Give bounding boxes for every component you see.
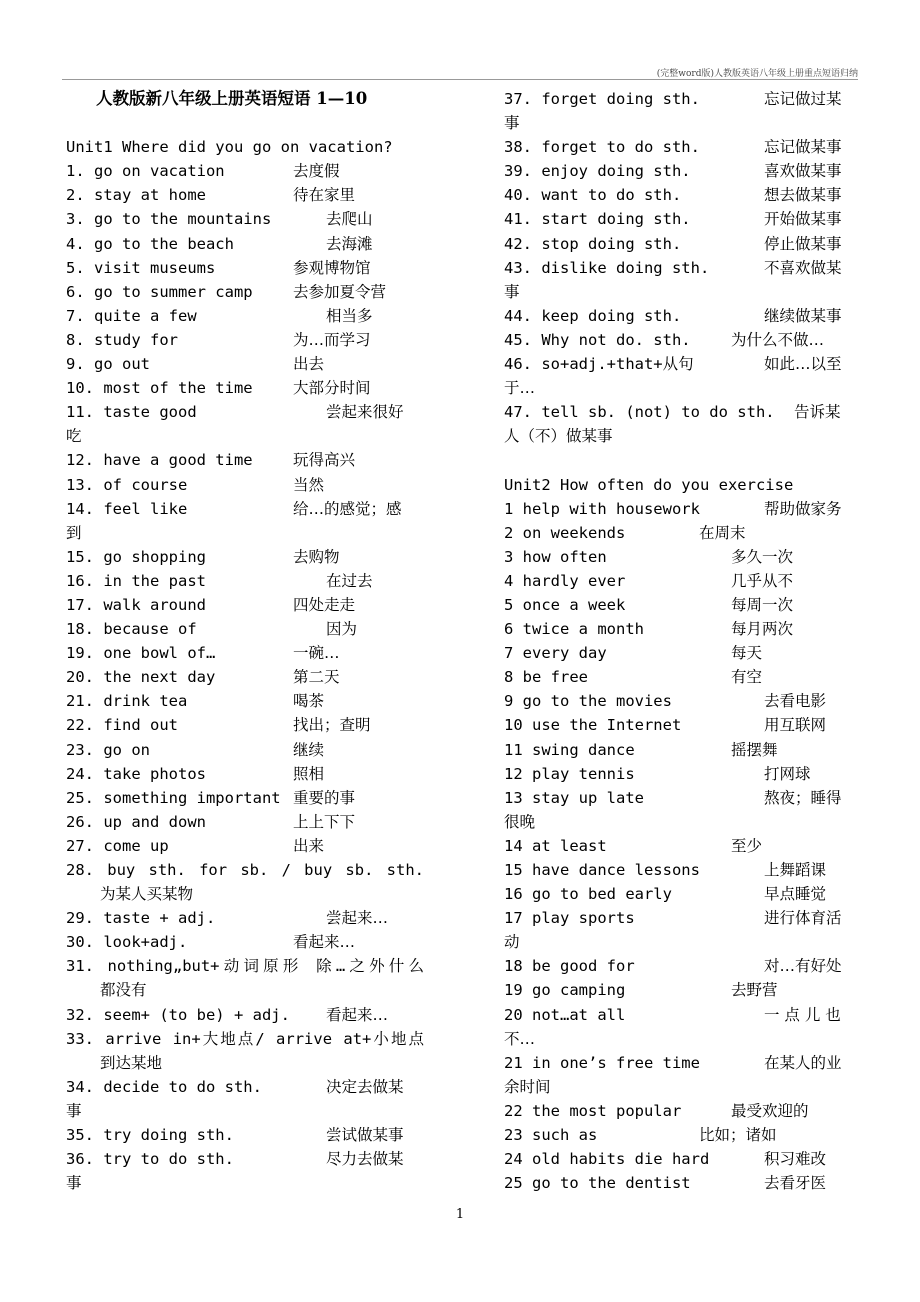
english-phrase: 7. quite a few: [66, 306, 197, 325]
english-phrase: 6 twice a month: [504, 620, 644, 639]
phrase-entry: [504, 328, 858, 352]
phrase-entry: [66, 1123, 424, 1147]
chinese-meaning: 照相: [293, 764, 325, 783]
phrase-entry: [66, 713, 424, 737]
chinese-meaning: 积习难改: [764, 1150, 827, 1169]
chinese-meaning: 停止做某事: [764, 234, 842, 253]
phrase-entry: [504, 617, 858, 641]
chinese-meaning: 去参加夏令营: [293, 282, 387, 301]
english-phrase: 10. most of the time: [66, 379, 253, 398]
phrase-entry: [66, 328, 424, 352]
chinese-meaning: 去海滩: [326, 234, 373, 253]
phrase-entry: [504, 1003, 858, 1027]
english-phrase: 20. the next day: [66, 668, 216, 687]
phrase-continuation: [504, 280, 858, 304]
english-phrase: 45. Why not do. sth.: [504, 330, 691, 349]
english-phrase: 13 stay up late: [504, 788, 644, 807]
chinese-meaning: 上舞蹈课: [764, 861, 827, 879]
chinese-meaning: 去野营: [731, 981, 778, 1000]
phrase-continuation: [504, 424, 858, 448]
english-phrase: 20 not…at all: [504, 1005, 626, 1024]
chinese-meaning: 想去做某事: [764, 186, 842, 205]
english-phrase: 23 such as: [504, 1126, 598, 1145]
phrase-entry: [504, 183, 858, 207]
english-phrase: 36. try to do sth.: [66, 1150, 234, 1169]
phrase-entry: [504, 593, 858, 617]
phrase-entry: [504, 256, 858, 280]
phrase-entry: [504, 497, 858, 521]
phrase-entry: [504, 665, 858, 689]
phrase-entry: [66, 207, 424, 231]
phrase-entry: [504, 978, 858, 1002]
english-phrase: 40. want to do sth.: [504, 186, 682, 205]
chinese-meaning: 玩得高兴: [293, 451, 356, 470]
phrase-entry: [504, 786, 858, 810]
continuation-text: 很晚: [504, 812, 536, 831]
phrase-entry: [66, 689, 424, 713]
continuation-text: 到达某地: [100, 1053, 163, 1072]
english-phrase: 16 go to bed early: [504, 885, 672, 904]
chinese-meaning: 一 点 儿 也: [764, 1005, 841, 1024]
chinese-meaning: 每周一次: [731, 595, 794, 614]
english-phrase: 25 go to the dentist: [504, 1174, 691, 1193]
phrase-entry: [66, 762, 424, 786]
phrase-entry: [66, 1147, 424, 1171]
phrase-entry: [504, 713, 858, 737]
english-phrase: 22. find out: [66, 716, 178, 735]
phrase-entry: [504, 1147, 858, 1171]
english-phrase: 14 at least: [504, 836, 607, 855]
chinese-meaning: 多久一次: [731, 547, 794, 566]
phrase-entry: [66, 1027, 424, 1051]
english-phrase: 24. take photos: [66, 764, 206, 783]
continuation-text: 事: [504, 282, 520, 301]
chinese-meaning: 开始做某事: [764, 210, 842, 229]
continuation-text: 动: [504, 933, 520, 952]
chinese-meaning: 告诉某: [794, 403, 841, 422]
phrase-entry: [504, 1099, 858, 1123]
phrase-entry: [504, 521, 858, 545]
phrase-continuation: [504, 1075, 858, 1099]
english-phrase: 35. try doing sth.: [66, 1126, 234, 1145]
english-phrase: 4 hardly ever: [504, 571, 626, 590]
english-phrase: 9. go out: [66, 355, 150, 374]
chinese-meaning: 上上下下: [293, 812, 356, 831]
chinese-meaning: 每天: [731, 644, 763, 663]
phrase-entry: [66, 786, 424, 810]
phrase-entry: [504, 906, 858, 930]
right-column: [504, 87, 858, 1195]
phrase-entry: [66, 569, 424, 593]
phrase-entry: [504, 762, 858, 786]
phrase-entry: [504, 738, 858, 762]
phrase-entry: [66, 400, 424, 424]
english-phrase: 18. because of: [66, 620, 197, 639]
phrase-entry: [66, 280, 424, 304]
chinese-meaning: 待在家里: [293, 186, 356, 205]
english-phrase: 6. go to summer camp: [66, 282, 253, 301]
chinese-meaning: 比如；诸如: [699, 1126, 777, 1145]
title-line: [66, 87, 424, 111]
english-phrase: 11. taste good: [66, 403, 197, 422]
phrase-entry: [66, 1075, 424, 1099]
blank-line: [66, 111, 424, 135]
phrase-entry: [66, 641, 424, 665]
chinese-meaning: 喜欢做某事: [764, 162, 842, 181]
phrase-entry: [66, 376, 424, 400]
continuation-text: 事: [66, 1101, 82, 1120]
english-phrase: 7 every day: [504, 644, 607, 663]
chinese-meaning: 去看牙医: [764, 1174, 827, 1193]
chinese-meaning: 如此…以至: [764, 355, 842, 374]
chinese-meaning: 喝茶: [293, 692, 325, 711]
phrase-entry: [504, 1123, 858, 1147]
chinese-meaning: 继续: [293, 740, 325, 759]
chinese-meaning: 在过去: [326, 571, 373, 590]
phrase-continuation: [504, 111, 858, 135]
english-phrase: 27. come up: [66, 836, 169, 855]
phrase-entry: [504, 858, 858, 882]
phrase-entry: [504, 834, 858, 858]
chinese-meaning: 摇摆舞: [731, 740, 778, 759]
english-phrase: 46. so+adj.+that+从句: [504, 355, 694, 374]
chinese-meaning: 大部分时间: [293, 379, 371, 398]
chinese-meaning: 在周末: [699, 523, 746, 542]
header-rule: [62, 79, 858, 80]
english-phrase: 19 go camping: [504, 981, 626, 1000]
phrase-entry: [66, 617, 424, 641]
phrase-entry: [504, 159, 858, 183]
chinese-meaning: 帮助做家务: [764, 499, 842, 518]
unit2-heading-line: [504, 473, 858, 497]
chinese-meaning: 决定去做某: [326, 1077, 404, 1096]
phrase-entry: [66, 954, 424, 978]
english-phrase: 17 play sports: [504, 909, 635, 928]
english-phrase: 34. decide to do sth.: [66, 1077, 262, 1096]
chinese-meaning: 去度假: [293, 162, 340, 181]
phrase-entry: [66, 593, 424, 617]
phrase-entry: [66, 473, 424, 497]
chinese-meaning: 每月两次: [731, 620, 794, 639]
phrase-continuation: [66, 521, 424, 545]
phrase-entry: [66, 858, 424, 882]
phrase-entry: [504, 569, 858, 593]
english-phrase: 25. something important: [66, 788, 281, 807]
phrase-entry: [504, 954, 858, 978]
phrase-entry: [66, 183, 424, 207]
english-phrase: 41. start doing sth.: [504, 210, 691, 229]
chinese-meaning: 去购物: [293, 547, 340, 566]
chinese-meaning: 几乎从不: [731, 571, 794, 590]
continuation-text: 事: [504, 114, 520, 133]
english-phrase: 22 the most popular: [504, 1101, 682, 1120]
document-title: 人教版新八年级上册英语短语 1—10: [96, 89, 368, 108]
phrase-entry: [66, 232, 424, 256]
english-phrase: 47. tell sb. (not) to do sth.: [504, 403, 775, 422]
english-phrase: 38. forget to do sth.: [504, 138, 700, 157]
english-phrase: 5 once a week: [504, 595, 626, 614]
chinese-meaning: 忘记做过某: [764, 90, 842, 108]
chinese-meaning: 对…有好处: [764, 957, 842, 976]
phrase-entry: [504, 232, 858, 256]
phrase-continuation: [66, 424, 424, 448]
phrase-entry: [504, 545, 858, 569]
page-number: 1: [455, 1207, 465, 1222]
english-phrase: 18 be good for: [504, 957, 635, 976]
english-phrase: 17. walk around: [66, 595, 206, 614]
english-phrase: 3 how often: [504, 547, 607, 566]
chinese-meaning: 去爬山: [326, 210, 373, 229]
phrase-entry: [66, 448, 424, 472]
phrase-continuation: [504, 1027, 858, 1051]
phrase-entry: [66, 738, 424, 762]
phrase-entry: [504, 400, 858, 424]
phrase-entry: [504, 1171, 858, 1195]
english-phrase: 15 have dance lessons: [504, 861, 700, 879]
english-phrase: 16. in the past: [66, 571, 206, 590]
left-column: [66, 87, 424, 1195]
phrase-continuation: [66, 1099, 424, 1123]
continuation-text: 都没有: [100, 981, 147, 1000]
chinese-meaning: 给…的感觉；感: [293, 499, 402, 518]
english-phrase: 21. drink tea: [66, 692, 188, 711]
phrase-entry: [504, 1051, 858, 1075]
phrase-entry: [504, 304, 858, 328]
continuation-text: 吃: [66, 427, 82, 446]
english-phrase: 1 help with housework: [504, 499, 700, 518]
phrase-entry: [66, 545, 424, 569]
phrase-continuation: [66, 1171, 424, 1195]
chinese-meaning: 尝试做某事: [326, 1126, 404, 1145]
english-phrase: 23. go on: [66, 740, 150, 759]
english-phrase: 13. of course: [66, 475, 188, 494]
english-phrase: 3. go to the mountains: [66, 210, 272, 229]
chinese-meaning: 一碗…: [293, 644, 340, 663]
chinese-meaning: 继续做某事: [764, 306, 842, 325]
chinese-meaning: 最受欢迎的: [731, 1101, 809, 1120]
phrase-entry: [66, 930, 424, 954]
english-phrase: 9 go to the movies: [504, 692, 672, 711]
phrase-entry: [66, 665, 424, 689]
chinese-meaning: 尝起来…: [326, 909, 389, 928]
english-phrase: 12 play tennis: [504, 764, 635, 783]
chinese-meaning: 第二天: [293, 668, 340, 687]
chinese-meaning: 有空: [731, 668, 763, 687]
phrase-continuation: [504, 930, 858, 954]
continuation-text: 事: [66, 1174, 82, 1193]
english-phrase: 21 in one’s free time: [504, 1053, 700, 1072]
english-phrase: 10 use the Internet: [504, 716, 682, 735]
chinese-meaning: 出去: [293, 355, 325, 374]
english-phrase: 19. one bowl of…: [66, 644, 216, 663]
phrase-entry: [66, 159, 424, 183]
chinese-meaning: 用互联网: [764, 716, 827, 735]
phrase-entry: [504, 689, 858, 713]
english-phrase: 2. stay at home: [66, 186, 206, 205]
phrase-entry: [504, 352, 858, 376]
chinese-meaning: 为什么不做…: [731, 330, 825, 349]
english-phrase: 29. taste + adj.: [66, 909, 216, 928]
english-phrase: 39. enjoy doing sth.: [504, 162, 691, 181]
phrase-entry: [66, 906, 424, 930]
chinese-meaning: 至少: [731, 836, 763, 855]
chinese-meaning: 找出；查明: [293, 716, 371, 735]
chinese-meaning: 参观博物馆: [293, 258, 371, 277]
english-phrase: 26. up and down: [66, 812, 206, 831]
phrase-entry-text: 28. buy sth. for sb. / buy sb. sth.: [66, 861, 424, 879]
running-header: (完整word版)人教版英语八年级上册重点短语归纳: [656, 69, 858, 79]
chinese-meaning: 四处走走: [293, 595, 356, 614]
chinese-meaning: 在某人的业: [764, 1053, 842, 1072]
phrase-continuation: [66, 882, 424, 906]
chinese-meaning: 因为: [326, 620, 358, 639]
english-phrase: 15. go shopping: [66, 547, 206, 566]
chinese-meaning: 忘记做某事: [764, 138, 842, 157]
continuation-text: 余时间: [504, 1077, 551, 1096]
phrase-entry: [504, 641, 858, 665]
chinese-meaning: 早点睡觉: [764, 885, 827, 904]
continuation-text: 到: [66, 523, 82, 542]
unit2-heading: Unit2 How often do you exercise: [504, 475, 794, 494]
english-phrase: 14. feel like: [66, 499, 188, 518]
phrase-entry: [66, 352, 424, 376]
continuation-text: 不…: [504, 1029, 536, 1048]
unit1-heading: Unit1 Where did you go on vacation?: [66, 138, 393, 157]
blank-line: [504, 448, 858, 472]
chinese-meaning: 当然: [293, 475, 325, 494]
chinese-meaning: 相当多: [326, 306, 373, 325]
english-phrase: 8. study for: [66, 330, 178, 349]
english-phrase: 5. visit museums: [66, 258, 216, 277]
continuation-text: 为某人买某物: [100, 885, 194, 904]
phrase-entry: [66, 304, 424, 328]
english-phrase: 8 be free: [504, 668, 588, 687]
chinese-meaning: 出来: [293, 836, 325, 855]
phrase-entry: [504, 207, 858, 231]
phrase-entry: [504, 882, 858, 906]
phrase-entry: [66, 1003, 424, 1027]
chinese-meaning: 进行体育活: [764, 909, 842, 928]
english-phrase: 37. forget doing sth.: [504, 90, 700, 108]
english-phrase: 1. go on vacation: [66, 162, 225, 181]
english-phrase: 12. have a good time: [66, 451, 253, 470]
continuation-text: 人（不）做某事: [504, 427, 613, 446]
phrase-entry-text: 31. nothing„but+动词原形 除…之外什么: [66, 957, 424, 976]
chinese-meaning: 尽力去做某: [326, 1150, 404, 1169]
phrase-continuation: [504, 810, 858, 834]
chinese-meaning: 重要的事: [293, 788, 356, 807]
english-phrase: 2 on weekends: [504, 523, 626, 542]
chinese-meaning: 看起来…: [293, 933, 356, 952]
phrase-continuation: [504, 376, 858, 400]
english-phrase: 32. seem+ (to be) + adj.: [66, 1005, 290, 1024]
phrase-continuation: [66, 1051, 424, 1075]
phrase-entry: [66, 497, 424, 521]
phrase-entry: [66, 834, 424, 858]
english-phrase: 24 old habits die hard: [504, 1150, 710, 1169]
chinese-meaning: 去看电影: [764, 692, 827, 711]
chinese-meaning: 尝起来很好: [326, 403, 404, 422]
phrase-entry-text: 33. arrive in+大地点/ arrive at+小地点: [66, 1029, 424, 1048]
phrase-entry: [66, 256, 424, 280]
phrase-entry: [504, 87, 858, 111]
chinese-meaning: 不喜欢做某: [764, 258, 842, 277]
english-phrase: 30. look+adj.: [66, 933, 188, 952]
english-phrase: 4. go to the beach: [66, 234, 234, 253]
english-phrase: 42. stop doing sth.: [504, 234, 682, 253]
chinese-meaning: 看起来…: [326, 1005, 389, 1024]
chinese-meaning: 熬夜；睡得: [764, 788, 842, 807]
english-phrase: 43. dislike doing sth.: [504, 258, 710, 277]
continuation-text: 于…: [504, 379, 536, 398]
phrase-continuation: [66, 978, 424, 1002]
chinese-meaning: 为…而学习: [293, 330, 371, 349]
english-phrase: 44. keep doing sth.: [504, 306, 682, 325]
phrase-entry: [66, 810, 424, 834]
unit1-heading-line: [66, 135, 424, 159]
english-phrase: 11 swing dance: [504, 740, 635, 759]
chinese-meaning: 打网球: [764, 764, 811, 783]
phrase-entry: [504, 135, 858, 159]
